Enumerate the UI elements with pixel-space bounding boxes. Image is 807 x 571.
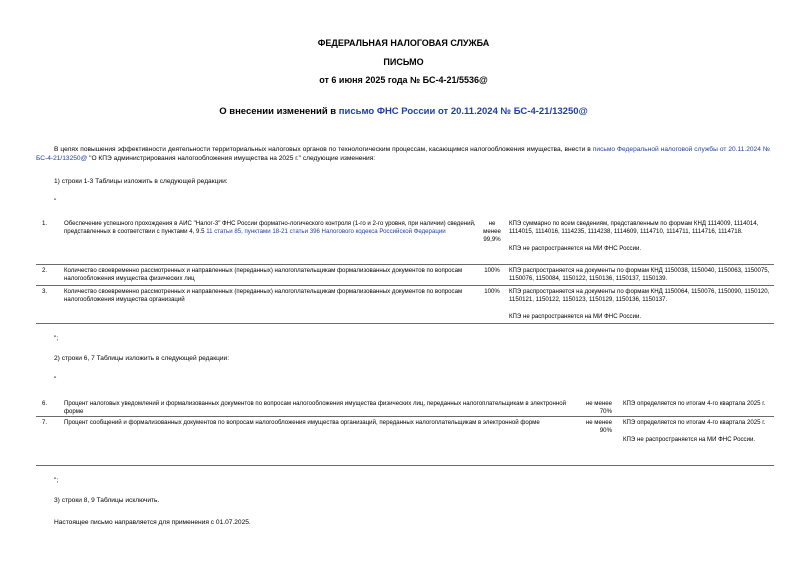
- document-subject: [0, 106, 807, 118]
- document-date-number: от 6 июня 2025 года № БС-4-21/5536@: [319, 75, 488, 85]
- intro-text-1: В целях повышения эффективности деятельности территориальных налоговых органов по технологическим процессам, касающимся налогообложения имущества, внести в: [54, 146, 593, 153]
- row-number: 7.: [42, 419, 48, 426]
- row-note-line: КПЭ не распространяется на МИ ФНС России.: [623, 436, 756, 443]
- subject-prefix: О внесении изменений в: [219, 106, 339, 117]
- row-value: не менее 90%: [585, 419, 612, 434]
- agency-title: ФЕДЕРАЛЬНАЯ НАЛОГОВАЯ СЛУЖБА: [317, 38, 490, 48]
- item-1-text: 1) строки 1-3 Таблицы изложить в следующей редакции:: [54, 178, 228, 185]
- row-description: [64, 220, 476, 236]
- row-description: Количество своевременно рассмотренных и направленных (переданных) налогоплательщикам формализованных документов по вопросам налогообложения имущества физических лиц: [64, 267, 463, 282]
- row-note-line: КПЭ распространяется на документы по формам КНД 1150064, 1150076, 1150090, 1150120, 1150121, 1150122, 1150123, 1150129, 1150136, 1150137.: [509, 288, 770, 303]
- row-description-link[interactable]: 11 статьи 85, пунктами 18-21 статьи 396 Налогового кодекса Российской Федерации: [206, 228, 446, 235]
- row-value: не менее 99,9%: [483, 220, 501, 243]
- row-divider: [36, 465, 774, 466]
- item-3-text: 3) строки 8, 9 Таблицы исключить.: [54, 497, 160, 504]
- row-note-line: КПЭ не распространяется на МИ ФНС России.: [509, 245, 642, 252]
- row-value: 100%: [484, 288, 500, 295]
- row-note: КПЭ распространяется на документы по формам КНД 1150038, 1150040, 1150063, 1150075, 1150076, 1150084, 1150122, 1150136, 1150137, 1150139.: [509, 267, 770, 282]
- row-number: 3.: [42, 288, 48, 295]
- intro-paragraph: [36, 145, 770, 163]
- intro-text-2: "О КПЭ администрирования налогообложения имущества на 2025 г." следующие изменения:: [87, 155, 376, 162]
- subject-link[interactable]: письмо ФНС России от 20.11.2024 № БС-4-21/13250@: [338, 106, 588, 117]
- row-description: Количество своевременно рассмотренных и направленных (переданных) налогоплательщикам формализованных документов по вопросам налогообложения имущества организаций: [64, 288, 463, 303]
- closing-text: Настоящее письмо направляется для применения с 01.07.2025.: [54, 519, 251, 526]
- row-note: [509, 288, 774, 321]
- row-description-text: Обеспечение успешного прохождения в АИС "Налог-3" ФНС России форматно-логического контроля (1-го и 2-го уровня, при наличии) сведений, представленных в соответствии с пунктами 4, 9.5: [64, 220, 476, 235]
- quote-close-1: ";: [54, 335, 59, 342]
- row-note-line: КПЭ определяется по итогам 4-го квартала 2025 г.: [623, 419, 766, 426]
- row-number: 1.: [42, 220, 48, 227]
- intro-link[interactable]: письмо Федеральной налоговой службы от 20.11.2024 № БС-4-21/13250@: [36, 146, 770, 162]
- row-divider: [36, 285, 774, 286]
- row-value: 100%: [484, 267, 500, 274]
- quote-open-2: ": [54, 376, 57, 383]
- quote-close-2: ";: [54, 477, 59, 484]
- row-note-line: КПЭ суммарно по всем сведениям, представленным по формам КНД 1114009, 1114014, 1114015, 1114016, 1114235, 1114238, 1114609, 1114710, 1114711, 1114716, 1114718.: [509, 220, 759, 235]
- row-note: [509, 220, 774, 253]
- row-description: Процент налоговых уведомлений и формализованных документов по вопросам налогообложения имущества физических лиц, переданных налогоплательщикам в электронной форме: [64, 400, 567, 415]
- item-2-text: 2) строки 6, 7 Таблицы изложить в следующей редакции:: [54, 355, 230, 362]
- document-type: ПИСЬМО: [383, 57, 424, 67]
- row-note: КПЭ определяется по итогам 4-го квартала 2025 г.: [623, 400, 766, 407]
- quote-open-1: ": [54, 198, 57, 205]
- row-divider: [36, 264, 774, 265]
- row-divider: [36, 323, 774, 324]
- row-number: 6.: [42, 400, 48, 407]
- row-description: Процент сообщений и формализованных документов по вопросам налогообложения имущества организаций, переданных налогоплательщикам в электронной форме: [64, 419, 540, 426]
- row-value: не менее 70%: [585, 400, 612, 415]
- row-divider: [36, 416, 774, 417]
- row-number: 2.: [42, 267, 48, 274]
- row-note: [623, 419, 773, 444]
- row-note-line: КПЭ не распространяется на МИ ФНС России.: [509, 313, 642, 320]
